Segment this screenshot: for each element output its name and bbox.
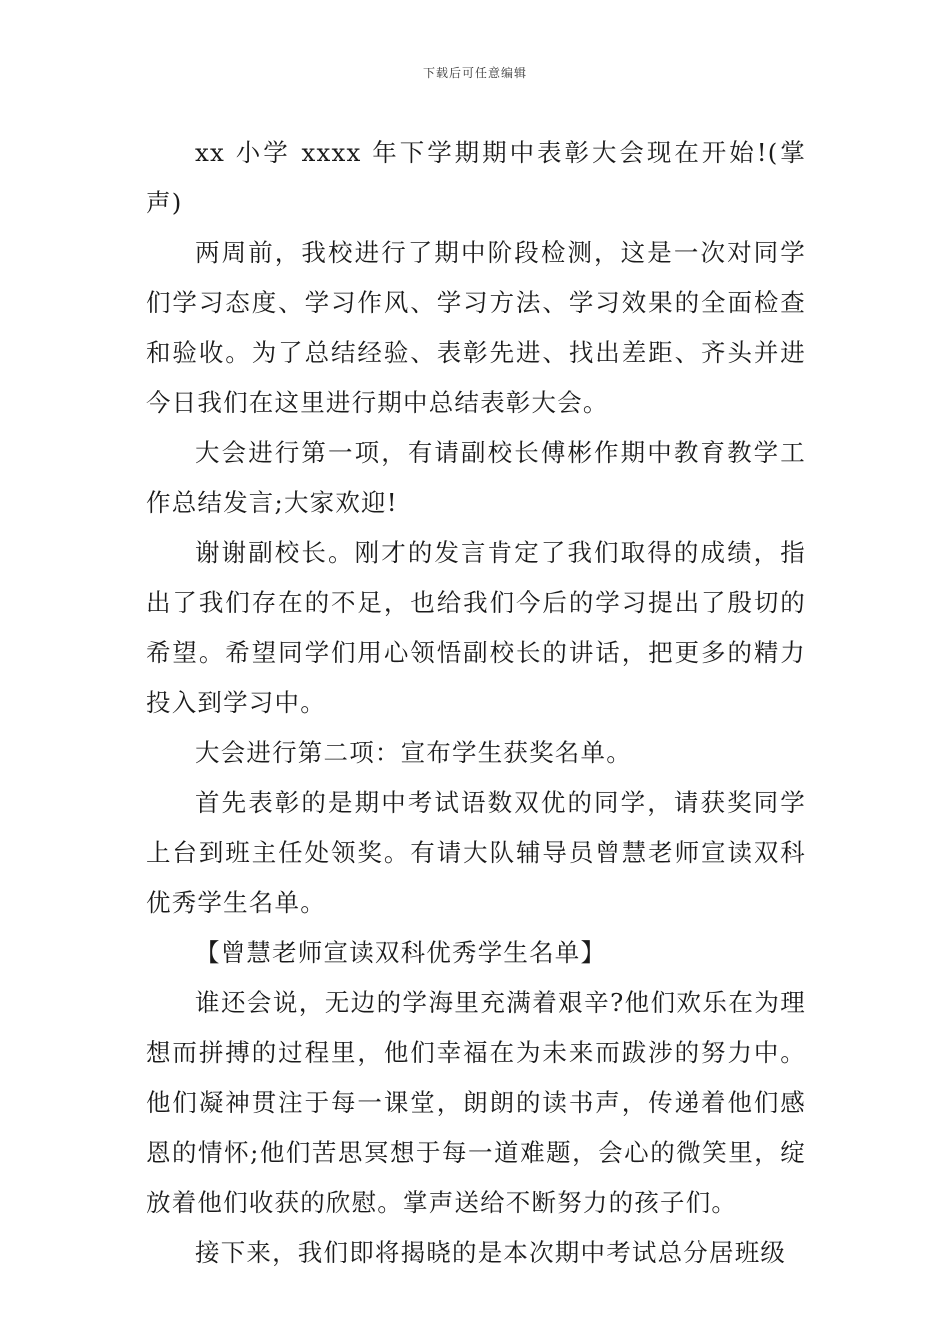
paragraph-bracket-note: 【曾慧老师宣读双科优秀学生名单】 — [195, 938, 607, 967]
document-body — [146, 128, 806, 1278]
page-header-note: 下载后可任意编辑 — [422, 66, 527, 80]
paragraph-thanks: 谢谢副校长。刚才的发言肯定了我们取得的成绩，指出了我们存在的不足，也给我们今后的学习提出了殷切的希望。希望同学们用心领悟副校长的讲话，把更多的精力投入到学习中。 — [146, 538, 806, 717]
paragraph-opening: xx 小学 xxxx 年下学期期中表彰大会现在开始!(掌声) — [146, 138, 806, 217]
paragraph-award-intro: 首先表彰的是期中考试语数双优的同学，请获奖同学上台到班主任处领奖。有请大队辅导员曾慧老师宣读双科优秀学生名单。 — [146, 788, 806, 917]
paragraph-item-one: 大会进行第一项，有请副校长傅彬作期中教育教学工作总结发言;大家欢迎! — [146, 438, 806, 517]
paragraph-praise: 谁还会说，无边的学海里充满着艰辛?他们欢乐在为理想而拼搏的过程里，他们幸福在为未来而跋涉的努力中。他们凝神贯注于每一课堂，朗朗的读书声，传递着他们感恩的情怀;他们苦思冥想于每一道难题，会心的微笑里，绽放着他们收获的欣慰。掌声送给不断努力的孩子们。 — [146, 988, 806, 1217]
paragraph-item-two: 大会进行第二项：宣布学生获奖名单。 — [195, 738, 632, 767]
paragraph-introduction: 两周前，我校进行了期中阶段检测，这是一次对同学们学习态度、学习作风、学习方法、学习效果的全面检查和验收。为了总结经验、表彰先进、找出差距、齐头并进今日我们在这里进行期中总结表彰大会。 — [146, 238, 806, 417]
paragraph-next: 接下来，我们即将揭晓的是本次期中考试总分居班级 — [195, 1238, 787, 1267]
